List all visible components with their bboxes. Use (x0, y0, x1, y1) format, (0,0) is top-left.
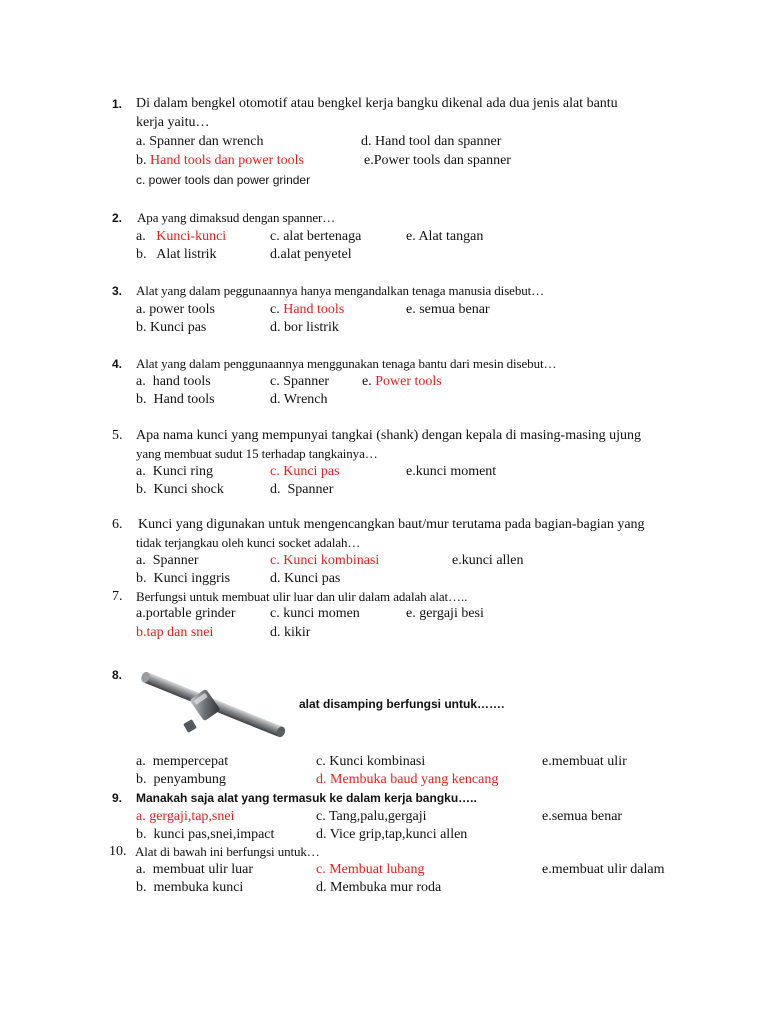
q8-option-e: e.membuat ulir (542, 754, 627, 769)
q10-option-c: c. Membuat lubang (316, 862, 425, 877)
q10-option-a: a. membuat ulir luar (136, 862, 254, 877)
t-handle-socket-wrench-icon (135, 659, 291, 751)
q6-option-b: b. Kunci inggris (136, 571, 231, 586)
q2-option-e: e. Alat tangan (406, 229, 484, 244)
q9-text: Manakah saja alat yang termasuk ke dalam kerja bangku….. (136, 791, 477, 805)
q4-number: 4. (112, 357, 123, 371)
q10-option-d: d. Membuka mur roda (316, 880, 442, 895)
q7-option-b: b.tap dan snei (136, 625, 214, 640)
q6-text-line2: tidak terjangkau oleh kunci socket adalah… (136, 535, 361, 550)
q9-option-d: d. Vice grip,tap,kunci allen (316, 827, 468, 842)
q2-option-b: b. Alat listrik (136, 247, 217, 262)
q6-option-c: c. Kunci kombinasi (270, 553, 380, 568)
q6-number: 6. (112, 517, 123, 532)
q4-correct-answer: Power tools (375, 374, 442, 389)
q2-option-a: a. Kunci-kunci (136, 229, 227, 244)
q10-option-e: e.membuat ulir dalam (542, 862, 665, 877)
q2-text: Apa yang dimaksud dengan spanner… (137, 210, 336, 225)
q8-caption: alat disamping berfungsi untuk……. (299, 697, 505, 711)
q1-correct-answer: Hand tools dan power tools (150, 153, 304, 168)
q4-text: Alat yang dalam penggunaannya menggunakan tenaga bantu dari mesin disebut… (136, 356, 557, 371)
q1-option-d: d. Hand tool dan spanner (361, 134, 502, 149)
q10-text: Alat di bawah ini berfungsi untuk… (135, 844, 320, 859)
q3-text: Alat yang dalam peggunaannya hanya mengandalkan tenaga manusia disebut… (136, 283, 545, 298)
q5-option-c: c. Kunci pas (270, 464, 340, 479)
q5-option-d: d. Spanner (270, 482, 334, 497)
q9-number: 9. (112, 791, 123, 805)
q3-number: 3. (112, 284, 123, 298)
q1-option-e: e.Power tools dan spanner (364, 153, 511, 168)
q5-number: 5. (112, 428, 123, 443)
q10-option-b: b. membuka kunci (136, 880, 244, 895)
q1-option-b: b. Hand tools dan power tools (136, 153, 304, 168)
q1-number: 1. (112, 97, 123, 111)
q5-text-line2: yang membuat sudut 15 terhadap tangkainya… (136, 446, 378, 461)
q5-option-b: b. Kunci shock (136, 482, 224, 497)
q2-number: 2. (112, 211, 123, 225)
q2-option-d: d.alat penyetel (270, 247, 352, 262)
q7-option-d: d. kikir (270, 625, 311, 640)
q6-option-e: e.kunci allen (452, 553, 524, 568)
q8-number: 8. (112, 668, 123, 682)
q7-option-c: c. kunci momen (270, 606, 360, 621)
q3-correct-answer: Hand tools (283, 302, 345, 317)
q4-option-d: d. Wrench (270, 392, 328, 407)
q7-option-e: e. gergaji besi (406, 606, 484, 621)
q5-option-a: a. Kunci ring (136, 464, 213, 479)
q1-text-line1: Di dalam bengkel otomotif atau bengkel kerja bangku dikenal ada dua jenis alat bantu (136, 96, 618, 111)
q7-text: Berfungsi untuk membuat ulir luar dan ulir dalam adalah alat….. (136, 589, 468, 604)
q5-text-line1: Apa nama kunci yang mempunyai tangkai (shank) dengan kepala di masing-masing ujung (136, 428, 642, 443)
q3-option-a: a. power tools (136, 302, 215, 317)
q10-number: 10. (109, 844, 127, 859)
q9-option-c: c. Tang,palu,gergaji (316, 809, 427, 824)
q9-option-a: a. gergaji,tap,snei (136, 809, 235, 824)
q5-option-e: e.kunci moment (406, 464, 497, 479)
q1-option-c: c. power tools dan power grinder (136, 173, 311, 187)
q6-option-a: a. Spanner (136, 553, 199, 568)
q2-correct-answer: Kunci-kunci (156, 229, 227, 244)
q4-option-c: c. Spanner (270, 374, 330, 389)
q9-option-b: b. kunci pas,snei,impact (136, 827, 275, 842)
q3-option-d: d. bor listrik (270, 320, 339, 335)
q8-option-b: b. penyambung (136, 772, 226, 787)
q2-option-c: c. alat bertenaga (270, 229, 362, 244)
q1-text-line2: kerja yaitu… (136, 115, 210, 130)
q1-option-a: a. Spanner dan wrench (136, 134, 264, 149)
q3-option-e: e. semua benar (406, 302, 490, 317)
q4-option-b: b. Hand tools (136, 392, 215, 407)
q4-option-e: e. Power tools (362, 374, 442, 389)
q4-option-a: a. hand tools (136, 374, 211, 389)
q7-option-a: a.portable grinder (136, 606, 236, 621)
q3-option-b: b. Kunci pas (136, 320, 207, 335)
q6-option-d: d. Kunci pas (270, 571, 341, 586)
q6-text-line1: Kunci yang digunakan untuk mengencangkan baut/mur terutama pada bagian-bagian yang (138, 517, 645, 532)
q3-option-c: c. Hand tools (270, 302, 345, 317)
q7-number: 7. (112, 589, 123, 604)
q8-option-a: a. mempercepat (136, 754, 229, 769)
q9-option-e: e.semua benar (542, 809, 623, 824)
q8-option-c: c. Kunci kombinasi (316, 754, 426, 769)
q8-option-d: d. Membuka baud yang kencang (316, 772, 499, 787)
